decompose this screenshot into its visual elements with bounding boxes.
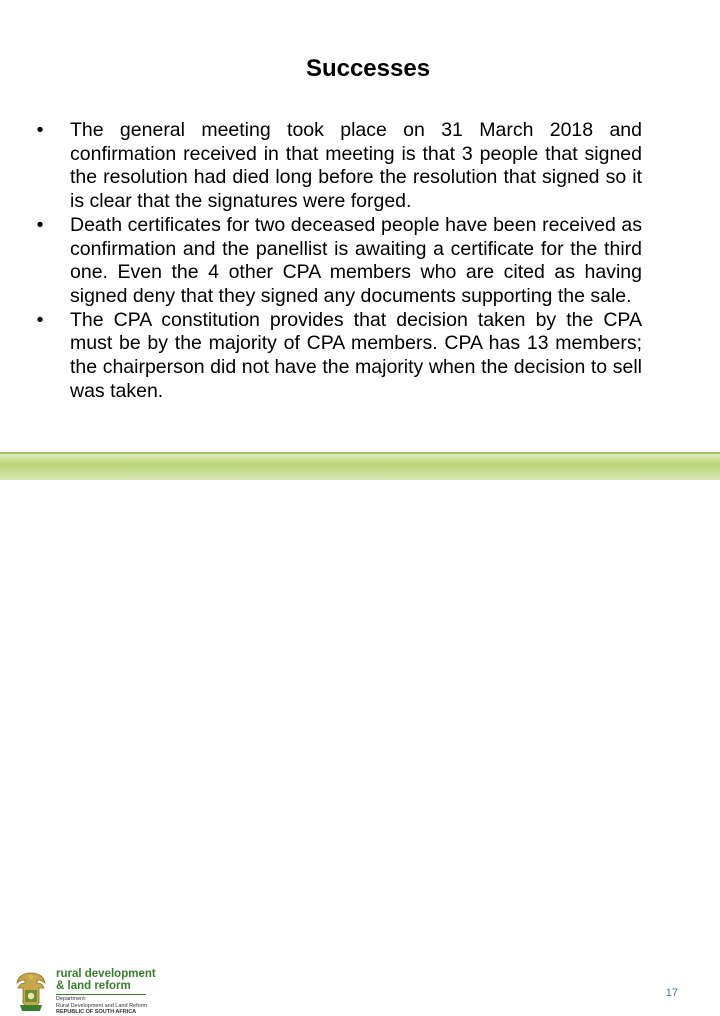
bullet-list — [30, 119, 642, 403]
slide-title: Successes — [305, 55, 431, 82]
coat-of-arms-icon — [14, 971, 48, 1013]
logo-country: REPUBLIC OF SOUTH AFRICA — [56, 1009, 137, 1015]
bullet-item — [30, 214, 642, 309]
bullet-text: The general meeting took place on 31 March 2018 and confirmation received in that meeting is that 3 people that signed the resolution had died long before the resolution that signed so it is clear that the signatures were forged. — [70, 119, 642, 213]
footer-divider-bar — [0, 452, 720, 480]
footer — [0, 480, 720, 1015]
bullet-dot: • — [36, 213, 44, 236]
footer-divider-line — [0, 452, 720, 454]
bullet-text: Death certificates for two deceased people have been received as confirmation and the panellist is awaiting a certificate for the third one. Even the 4 other CPA members who are cited as having signed deny that they signed any documents supporting the sale. — [70, 213, 642, 307]
logo-department-label: Department: — [56, 996, 87, 1002]
bullet-text: The CPA constitution provides that decision taken by the CPA must be by the majority of CPA members. CPA has 13 members; the chairperson did not have the majority when the decision to sell was taken. — [70, 308, 642, 402]
logo-divider — [56, 994, 146, 995]
bullet-item — [30, 309, 642, 404]
bullet-dot: • — [36, 119, 44, 141]
logo-line-2: & land reform — [56, 980, 131, 992]
department-logo — [56, 968, 156, 1016]
logo-line-1: rural development — [56, 968, 156, 980]
logo-department-name: Rural Development and Land Reform — [56, 1002, 148, 1009]
bullet-item — [30, 119, 642, 214]
page-number: 17 — [665, 987, 678, 999]
bullet-dot: • — [36, 308, 44, 331]
